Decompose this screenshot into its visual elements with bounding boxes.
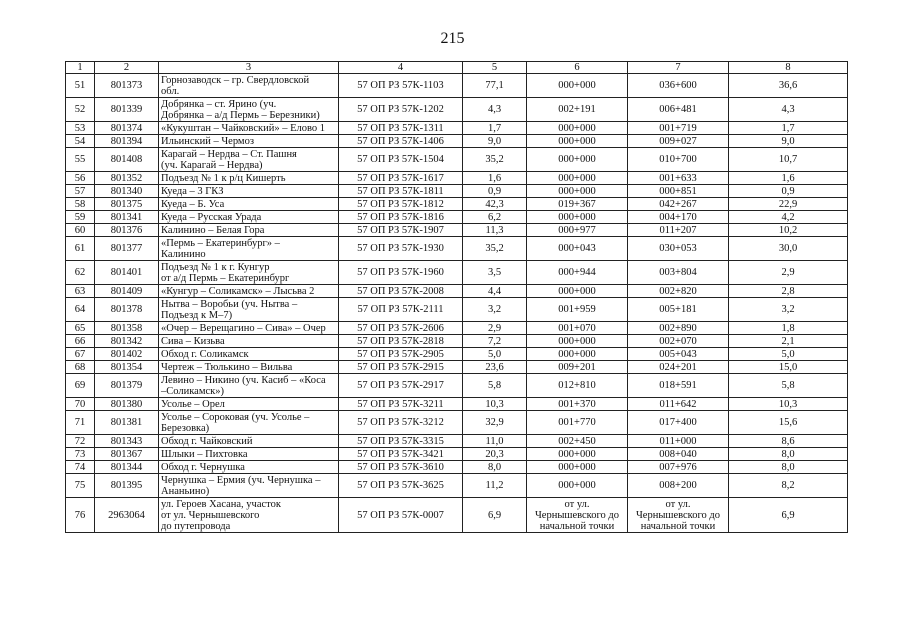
road-id-cell: 57 ОП РЗ 57К-1907: [339, 224, 463, 237]
table-row: [66, 348, 848, 361]
length-cell: 4,3: [463, 98, 527, 122]
table-row: [66, 185, 848, 198]
road-name-cell: «Кунгур – Соликамск» – Лысьва 2: [159, 285, 339, 298]
start-km-cell: 000+000: [527, 135, 628, 148]
column-header: 2: [95, 62, 159, 74]
length-cell: 9,0: [463, 135, 527, 148]
end-km-cell: 008+200: [628, 474, 729, 498]
road-id-cell: 57 ОП РЗ 57К-2818: [339, 335, 463, 348]
table-row: [66, 322, 848, 335]
column-header: 6: [527, 62, 628, 74]
column-header: 5: [463, 62, 527, 74]
road-id-cell: 57 ОП РЗ 57К-1930: [339, 237, 463, 261]
row-number-cell: 61: [66, 237, 95, 261]
code-cell: 801395: [95, 474, 159, 498]
section-length-cell: 6,9: [729, 498, 848, 533]
length-cell: 6,2: [463, 211, 527, 224]
road-id-cell: 57 ОП РЗ 57К-2606: [339, 322, 463, 335]
length-cell: 35,2: [463, 237, 527, 261]
start-km-cell: 000+000: [527, 461, 628, 474]
page-number: 215: [440, 30, 465, 47]
road-name-cell: Куеда – 3 ГКЗ: [159, 185, 339, 198]
length-cell: 32,9: [463, 411, 527, 435]
column-header: 1: [66, 62, 95, 74]
length-cell: 0,9: [463, 185, 527, 198]
length-cell: 2,9: [463, 322, 527, 335]
column-header: 8: [729, 62, 848, 74]
start-km-cell: 000+000: [527, 74, 628, 98]
end-km-cell: 000+851: [628, 185, 729, 198]
code-cell: 801377: [95, 237, 159, 261]
road-name-cell: Калинино – Белая Гора: [159, 224, 339, 237]
end-km-cell: 011+642: [628, 398, 729, 411]
road-id-cell: 57 ОП РЗ 57К-2008: [339, 285, 463, 298]
row-number-cell: 73: [66, 448, 95, 461]
table-row: [66, 474, 848, 498]
table-row: [66, 211, 848, 224]
section-length-cell: 5,0: [729, 348, 848, 361]
end-km-cell: от ул. Чернышевского до начальной точки: [628, 498, 729, 533]
row-number-cell: 52: [66, 98, 95, 122]
end-km-cell: 036+600: [628, 74, 729, 98]
end-km-cell: 005+043: [628, 348, 729, 361]
road-name-cell: Обход г. Чайковский: [159, 435, 339, 448]
row-number-cell: 76: [66, 498, 95, 533]
road-id-cell: 57 ОП РЗ 57К-1811: [339, 185, 463, 198]
end-km-cell: 011+000: [628, 435, 729, 448]
length-cell: 1,6: [463, 172, 527, 185]
end-km-cell: 001+719: [628, 122, 729, 135]
section-length-cell: 2,8: [729, 285, 848, 298]
code-cell: 801380: [95, 398, 159, 411]
section-length-cell: 2,9: [729, 261, 848, 285]
code-cell: 801342: [95, 335, 159, 348]
row-number-cell: 51: [66, 74, 95, 98]
section-length-cell: 4,2: [729, 211, 848, 224]
row-number-cell: 69: [66, 374, 95, 398]
road-name-cell: Левино – Никино (уч. Касиб – «Коса –Соликамск»): [159, 374, 339, 398]
row-number-cell: 71: [66, 411, 95, 435]
code-cell: 801379: [95, 374, 159, 398]
section-length-cell: 4,3: [729, 98, 848, 122]
row-number-cell: 75: [66, 474, 95, 498]
road-id-cell: 57 ОП РЗ 57К-1311: [339, 122, 463, 135]
end-km-cell: 030+053: [628, 237, 729, 261]
table-row: [66, 498, 848, 533]
length-cell: 3,2: [463, 298, 527, 322]
road-name-cell: «Пермь – Екатеринбург» – Калинино: [159, 237, 339, 261]
road-name-cell: Усолье – Орел: [159, 398, 339, 411]
length-cell: 11,0: [463, 435, 527, 448]
start-km-cell: 000+000: [527, 348, 628, 361]
road-id-cell: 57 ОП РЗ 57К-1202: [339, 98, 463, 122]
road-id-cell: 57 ОП РЗ 57К-1504: [339, 148, 463, 172]
road-name-cell: Ильинский – Чермоз: [159, 135, 339, 148]
road-name-cell: Добрянка – ст. Ярино (уч. Добрянка – а/д Пермь – Березники): [159, 98, 339, 122]
road-id-cell: 57 ОП РЗ 57К-2915: [339, 361, 463, 374]
table-row: [66, 135, 848, 148]
start-km-cell: 019+367: [527, 198, 628, 211]
end-km-cell: 005+181: [628, 298, 729, 322]
road-name-cell: Куеда – Русская Урада: [159, 211, 339, 224]
start-km-cell: 001+070: [527, 322, 628, 335]
table-row: [66, 361, 848, 374]
start-km-cell: 001+370: [527, 398, 628, 411]
code-cell: 801376: [95, 224, 159, 237]
start-km-cell: 000+944: [527, 261, 628, 285]
road-name-cell: Шлыки – Пихтовка: [159, 448, 339, 461]
row-number-cell: 55: [66, 148, 95, 172]
start-km-cell: 000+000: [527, 448, 628, 461]
row-number-cell: 53: [66, 122, 95, 135]
end-km-cell: 010+700: [628, 148, 729, 172]
length-cell: 7,2: [463, 335, 527, 348]
section-length-cell: 1,8: [729, 322, 848, 335]
road-id-cell: 57 ОП РЗ 57К-1812: [339, 198, 463, 211]
road-id-cell: 57 ОП РЗ 57К-0007: [339, 498, 463, 533]
start-km-cell: 001+959: [527, 298, 628, 322]
table-row: [66, 122, 848, 135]
code-cell: 801381: [95, 411, 159, 435]
code-cell: 801367: [95, 448, 159, 461]
section-length-cell: 36,6: [729, 74, 848, 98]
section-length-cell: 1,6: [729, 172, 848, 185]
end-km-cell: 017+400: [628, 411, 729, 435]
section-length-cell: 9,0: [729, 135, 848, 148]
road-id-cell: 57 ОП РЗ 57К-2917: [339, 374, 463, 398]
road-id-cell: 57 ОП РЗ 57К-3211: [339, 398, 463, 411]
start-km-cell: 002+450: [527, 435, 628, 448]
road-id-cell: 57 ОП РЗ 57К-1617: [339, 172, 463, 185]
start-km-cell: 002+191: [527, 98, 628, 122]
start-km-cell: 009+201: [527, 361, 628, 374]
code-cell: 801340: [95, 185, 159, 198]
row-number-cell: 60: [66, 224, 95, 237]
end-km-cell: 002+890: [628, 322, 729, 335]
length-cell: 5,8: [463, 374, 527, 398]
row-number-cell: 54: [66, 135, 95, 148]
table-row: [66, 435, 848, 448]
table-row: [66, 98, 848, 122]
road-id-cell: 57 ОП РЗ 57К-3212: [339, 411, 463, 435]
start-km-cell: 000+977: [527, 224, 628, 237]
length-cell: 10,3: [463, 398, 527, 411]
code-cell: 801409: [95, 285, 159, 298]
row-number-cell: 57: [66, 185, 95, 198]
road-name-cell: Нытва – Воробьи (уч. Нытва – Подъезд к М–7): [159, 298, 339, 322]
road-id-cell: 57 ОП РЗ 57К-1816: [339, 211, 463, 224]
code-cell: 801354: [95, 361, 159, 374]
road-id-cell: 57 ОП РЗ 57К-2111: [339, 298, 463, 322]
table-row: [66, 172, 848, 185]
row-number-cell: 56: [66, 172, 95, 185]
table-row: [66, 285, 848, 298]
table-row: [66, 74, 848, 98]
section-length-cell: 8,6: [729, 435, 848, 448]
table-row: [66, 148, 848, 172]
section-length-cell: 0,9: [729, 185, 848, 198]
road-name-cell: Подъезд № 1 к р/ц Кишерть: [159, 172, 339, 185]
code-cell: 801408: [95, 148, 159, 172]
road-name-cell: «Кукуштан – Чайковский» – Елово 1: [159, 122, 339, 135]
start-km-cell: 012+810: [527, 374, 628, 398]
table-row: [66, 448, 848, 461]
start-km-cell: 000+000: [527, 172, 628, 185]
end-km-cell: 024+201: [628, 361, 729, 374]
section-length-cell: 10,7: [729, 148, 848, 172]
code-cell: 801352: [95, 172, 159, 185]
table-row: [66, 461, 848, 474]
start-km-cell: 000+000: [527, 185, 628, 198]
road-name-cell: «Очер – Верещагино – Сива» – Очер: [159, 322, 339, 335]
code-cell: 801373: [95, 74, 159, 98]
length-cell: 8,0: [463, 461, 527, 474]
row-number-cell: 67: [66, 348, 95, 361]
road-name-cell: Обход г. Чернушка: [159, 461, 339, 474]
code-cell: 801401: [95, 261, 159, 285]
row-number-cell: 59: [66, 211, 95, 224]
section-length-cell: 3,2: [729, 298, 848, 322]
start-km-cell: 000+000: [527, 148, 628, 172]
road-name-cell: Чернушка – Ермия (уч. Чернушка – Ананьино): [159, 474, 339, 498]
length-cell: 77,1: [463, 74, 527, 98]
section-length-cell: 22,9: [729, 198, 848, 211]
section-length-cell: 8,0: [729, 461, 848, 474]
row-number-cell: 70: [66, 398, 95, 411]
road-name-cell: Подъезд № 1 к г. Кунгур от а/д Пермь – Екатеринбург: [159, 261, 339, 285]
road-id-cell: 57 ОП РЗ 57К-3625: [339, 474, 463, 498]
start-km-cell: 000+043: [527, 237, 628, 261]
code-cell: 801394: [95, 135, 159, 148]
row-number-cell: 58: [66, 198, 95, 211]
road-id-cell: 57 ОП РЗ 57К-1103: [339, 74, 463, 98]
end-km-cell: 018+591: [628, 374, 729, 398]
table-row: [66, 224, 848, 237]
start-km-cell: 000+000: [527, 335, 628, 348]
section-length-cell: 2,1: [729, 335, 848, 348]
start-km-cell: 001+770: [527, 411, 628, 435]
end-km-cell: 042+267: [628, 198, 729, 211]
start-km-cell: от ул. Чернышевского до начальной точки: [527, 498, 628, 533]
length-cell: 6,9: [463, 498, 527, 533]
section-length-cell: 10,2: [729, 224, 848, 237]
length-cell: 11,2: [463, 474, 527, 498]
code-cell: 801339: [95, 98, 159, 122]
section-length-cell: 10,3: [729, 398, 848, 411]
row-number-cell: 74: [66, 461, 95, 474]
length-cell: 11,3: [463, 224, 527, 237]
road-name-cell: ул. Героев Хасана, участок от ул. Чернышевского до путепровода: [159, 498, 339, 533]
end-km-cell: 008+040: [628, 448, 729, 461]
row-number-cell: 66: [66, 335, 95, 348]
table-row: [66, 398, 848, 411]
end-km-cell: 006+481: [628, 98, 729, 122]
code-cell: 801343: [95, 435, 159, 448]
road-id-cell: 57 ОП РЗ 57К-3610: [339, 461, 463, 474]
code-cell: 801374: [95, 122, 159, 135]
table-row: [66, 374, 848, 398]
road-name-cell: Карагай – Нердва – Ст. Пашня (уч. Карагай – Нердва): [159, 148, 339, 172]
end-km-cell: 003+804: [628, 261, 729, 285]
start-km-cell: 000+000: [527, 285, 628, 298]
start-km-cell: 000+000: [527, 474, 628, 498]
length-cell: 23,6: [463, 361, 527, 374]
column-header: 3: [159, 62, 339, 74]
road-id-cell: 57 ОП РЗ 57К-3421: [339, 448, 463, 461]
code-cell: 801341: [95, 211, 159, 224]
roads-table: [65, 61, 848, 533]
road-id-cell: 57 ОП РЗ 57К-3315: [339, 435, 463, 448]
end-km-cell: 001+633: [628, 172, 729, 185]
section-length-cell: 15,6: [729, 411, 848, 435]
section-length-cell: 15,0: [729, 361, 848, 374]
start-km-cell: 000+000: [527, 211, 628, 224]
section-length-cell: 5,8: [729, 374, 848, 398]
road-name-cell: Обход г. Соликамск: [159, 348, 339, 361]
row-number-cell: 64: [66, 298, 95, 322]
table-row: [66, 298, 848, 322]
end-km-cell: 007+976: [628, 461, 729, 474]
road-id-cell: 57 ОП РЗ 57К-1960: [339, 261, 463, 285]
end-km-cell: 011+207: [628, 224, 729, 237]
code-cell: 2963064: [95, 498, 159, 533]
table-row: [66, 411, 848, 435]
length-cell: 5,0: [463, 348, 527, 361]
table-header-row: [66, 62, 848, 74]
row-number-cell: 72: [66, 435, 95, 448]
row-number-cell: 62: [66, 261, 95, 285]
end-km-cell: 002+070: [628, 335, 729, 348]
table-row: [66, 237, 848, 261]
section-length-cell: 8,2: [729, 474, 848, 498]
length-cell: 3,5: [463, 261, 527, 285]
table-row: [66, 198, 848, 211]
length-cell: 20,3: [463, 448, 527, 461]
length-cell: 1,7: [463, 122, 527, 135]
code-cell: 801344: [95, 461, 159, 474]
length-cell: 4,4: [463, 285, 527, 298]
column-header: 7: [628, 62, 729, 74]
column-header: 4: [339, 62, 463, 74]
table-row: [66, 335, 848, 348]
section-length-cell: 30,0: [729, 237, 848, 261]
code-cell: 801375: [95, 198, 159, 211]
section-length-cell: 1,7: [729, 122, 848, 135]
code-cell: 801358: [95, 322, 159, 335]
road-name-cell: Усолье – Сороковая (уч. Усолье – Березовка): [159, 411, 339, 435]
row-number-cell: 63: [66, 285, 95, 298]
table-row: [66, 261, 848, 285]
end-km-cell: 004+170: [628, 211, 729, 224]
length-cell: 35,2: [463, 148, 527, 172]
road-name-cell: Чертеж – Тюлькино – Вильва: [159, 361, 339, 374]
row-number-cell: 65: [66, 322, 95, 335]
length-cell: 42,3: [463, 198, 527, 211]
road-name-cell: Сива – Кизьва: [159, 335, 339, 348]
code-cell: 801378: [95, 298, 159, 322]
road-name-cell: Куеда – Б. Уса: [159, 198, 339, 211]
start-km-cell: 000+000: [527, 122, 628, 135]
code-cell: 801402: [95, 348, 159, 361]
end-km-cell: 002+820: [628, 285, 729, 298]
end-km-cell: 009+027: [628, 135, 729, 148]
road-id-cell: 57 ОП РЗ 57К-2905: [339, 348, 463, 361]
section-length-cell: 8,0: [729, 448, 848, 461]
road-id-cell: 57 ОП РЗ 57К-1406: [339, 135, 463, 148]
row-number-cell: 68: [66, 361, 95, 374]
road-name-cell: Горнозаводск – гр. Свердловской обл.: [159, 74, 339, 98]
